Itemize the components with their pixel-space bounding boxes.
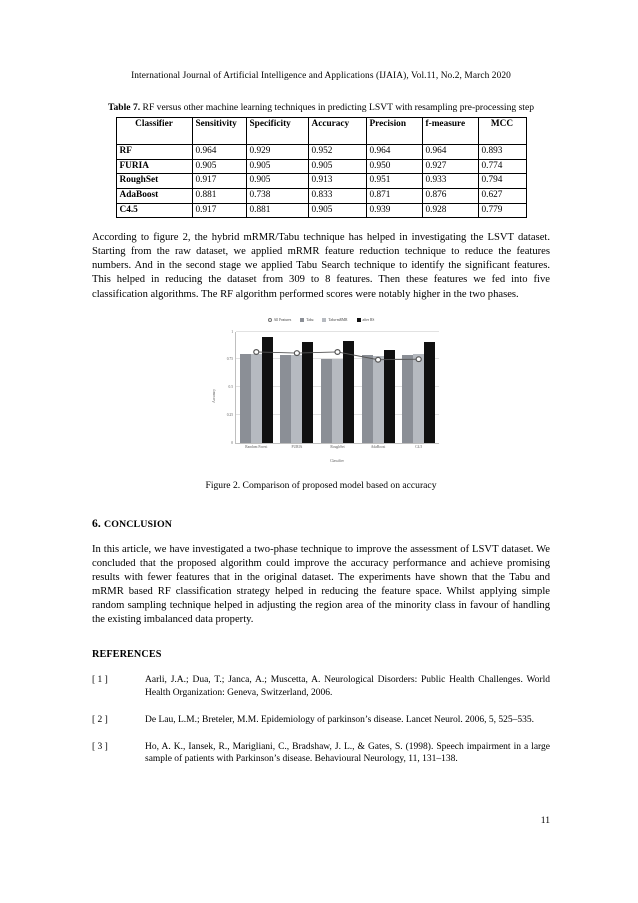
table-col-sensitivity: Sensitivity	[192, 118, 246, 145]
journal-running-header: International Journal of Artificial Intelligence and Applications (IJAIA), Vol.11, No.2, March 2020	[131, 71, 511, 81]
table-cell-specificity: 0.929	[246, 145, 308, 160]
table-header-row	[116, 118, 526, 145]
table-cell-mcc: 0.893	[478, 145, 526, 160]
table-caption-label: Table 7.	[107, 102, 141, 114]
table-row	[116, 188, 526, 203]
table-cell-fmeasure: 0.964	[422, 145, 478, 160]
legend-item-all-features	[268, 318, 292, 322]
conclusion-heading-number: 6.	[92, 516, 104, 530]
table-cell-sensitivity: 0.881	[192, 188, 246, 203]
table-cell-precision: 0.964	[366, 145, 422, 160]
table-cell-specificity: 0.905	[246, 159, 308, 174]
legend-label: Tabu	[306, 317, 314, 322]
chart-legend	[201, 314, 441, 326]
conclusion-heading	[92, 517, 550, 530]
legend-marker-icon	[268, 318, 272, 322]
reference-item	[92, 741, 550, 767]
table-col-precision: Precision	[366, 118, 422, 145]
table-cell-precision: 0.871	[366, 188, 422, 203]
reference-text: Ho, A. K., Iansek, R., Marigliani, C., Bradshaw, J. L., & Gates, S. (1998). Speech impairment in a large sample of patients with Parkinson’s disease. Behavioural Neurology, 11, 131–138.	[145, 741, 550, 765]
table-cell-sensitivity: 0.917	[192, 203, 246, 218]
table-cell-classifier: C4.5	[116, 203, 192, 218]
table-cell-classifier: RoughSet	[116, 174, 192, 189]
legend-label: Tabu-mRMR	[328, 317, 348, 322]
table-cell-accuracy: 0.833	[308, 188, 366, 203]
table-cell-sensitivity: 0.905	[192, 159, 246, 174]
table-cell-fmeasure: 0.928	[422, 203, 478, 218]
reference-item	[92, 674, 550, 700]
table-cell-precision: 0.950	[366, 159, 422, 174]
x-axis-title: Classifier	[330, 458, 344, 463]
accuracy-comparison-chart	[201, 314, 441, 476]
table-cell-specificity: 0.738	[246, 188, 308, 203]
references-heading: REFERENCES	[92, 649, 162, 661]
x-tick-label: FURIA	[291, 445, 303, 450]
results-table	[116, 117, 527, 218]
page-content	[92, 0, 550, 903]
table-col-classifier: Classifier	[116, 118, 192, 145]
x-tick-label: C4.5	[415, 445, 423, 450]
y-tick-label: 0.25	[226, 412, 233, 417]
legend-swatch-icon	[322, 318, 326, 322]
reference-text: De Lau, L.M.; Breteler, M.M. Epidemiology of parkinson’s disease. Lancet Neurol. 2006, 5, 525–535.	[145, 714, 535, 725]
table-cell-fmeasure: 0.876	[422, 188, 478, 203]
table-cell-accuracy: 0.913	[308, 174, 366, 189]
table-col-accuracy: Accuracy	[308, 118, 366, 145]
chart-plot-area	[226, 329, 439, 450]
figure-caption: Figure 2. Comparison of proposed model based on accuracy	[205, 479, 437, 491]
table-cell-precision: 0.939	[366, 203, 422, 218]
table-caption-text: RF versus other machine learning techniques in predicting LSVT with resampling pre-processing step	[140, 102, 535, 114]
reference-text: Aarli, J.A.; Dua, T.; Janca, A.; Muscetta, A. Neurological Disorders: Public Health Challenges. World Health Organization: Geneva, Switzerland, 2006.	[145, 675, 550, 698]
legend-item-tabu-mrmr	[322, 318, 347, 322]
legend-item-after-rs	[357, 318, 375, 322]
table-col-fmeasure: f-measure	[422, 118, 478, 145]
table-cell-mcc: 0.794	[478, 174, 526, 189]
conclusion-paragraph: In this article, we have investigated a two-phase technique to improve the assessment of LSVT dataset. We concluded that the proposed algorithm could improve the accuracy performance and achieve promising results with fewer features that in the original dataset. The experiments have shown that the Tabu and mRMR based RF classification strategy helped in reducing the feature space. Whilst applying simple random sampling technique helped in adjusting the region area of the minority class in favour of handling the existing imbalanced data property.	[92, 543, 550, 625]
line-marker	[376, 357, 381, 362]
y-tick-label: 1	[231, 329, 233, 334]
table-cell-mcc: 0.779	[478, 203, 526, 218]
reference-item	[92, 714, 550, 727]
table-col-mcc: MCC	[478, 118, 526, 145]
table-cell-classifier: AdaBoost	[116, 188, 192, 203]
line-marker	[335, 349, 340, 354]
table-caption	[92, 102, 550, 115]
table-cell-mcc: 0.774	[478, 159, 526, 174]
y-axis-title: Accuracy	[211, 388, 216, 403]
legend-label: after RS	[362, 317, 375, 322]
table-row	[116, 203, 526, 218]
figure-2-block	[92, 314, 550, 491]
table-cell-specificity: 0.905	[246, 174, 308, 189]
table-cell-accuracy: 0.905	[308, 159, 366, 174]
legend-item-tabu	[300, 318, 313, 322]
x-tick-label: RoughSet	[330, 445, 345, 450]
line-marker	[294, 350, 299, 355]
table-cell-precision: 0.951	[366, 174, 422, 189]
line-marker	[416, 356, 421, 361]
table-cell-accuracy: 0.905	[308, 203, 366, 218]
reference-number: [ 1 ]	[92, 675, 108, 686]
table-cell-classifier: RF	[116, 145, 192, 160]
table-cell-mcc: 0.627	[478, 188, 526, 203]
table-row	[116, 174, 526, 189]
table-cell-accuracy: 0.952	[308, 145, 366, 160]
table-row	[116, 145, 526, 160]
table-cell-sensitivity: 0.917	[192, 174, 246, 189]
table-cell-classifier: FURIA	[116, 159, 192, 174]
legend-label: All Features	[273, 317, 292, 322]
table-cell-specificity: 0.881	[246, 203, 308, 218]
table-col-specificity: Specificity	[246, 118, 308, 145]
x-tick-label: AdaBoost	[370, 445, 386, 450]
x-tick-label: Random Forest	[245, 445, 268, 450]
reference-number: [ 3 ]	[92, 741, 108, 752]
table-cell-fmeasure: 0.933	[422, 174, 478, 189]
legend-swatch-icon	[357, 318, 361, 322]
table-row	[116, 159, 526, 174]
y-tick-label: 0.5	[228, 385, 233, 390]
legend-swatch-icon	[300, 318, 304, 322]
conclusion-heading-title: CONCLUSION	[103, 518, 173, 530]
figure-intro-paragraph: According to figure 2, the hybrid mRMR/Tabu technique has helped in investigating the LSVT dataset. Starting from the raw dataset, we applied mRMR feature reduction technique to reduce the features numbers. And in the second stage we applied Tabu Search technique to identify the significant features. This helped in reducing the dataset from 309 to 8 features. Then these features we fed into five classification algorithms. The RF algorithm performed scores were notably higher in the two phases.	[92, 232, 550, 300]
table-cell-fmeasure: 0.927	[422, 159, 478, 174]
line-marker	[254, 349, 259, 354]
page-number: 11	[540, 815, 550, 826]
y-tick-label: 0.75	[226, 357, 233, 362]
table-cell-sensitivity: 0.964	[192, 145, 246, 160]
chart-plot	[201, 326, 441, 466]
reference-number: [ 2 ]	[92, 714, 108, 725]
y-tick-label: 0	[231, 440, 233, 445]
